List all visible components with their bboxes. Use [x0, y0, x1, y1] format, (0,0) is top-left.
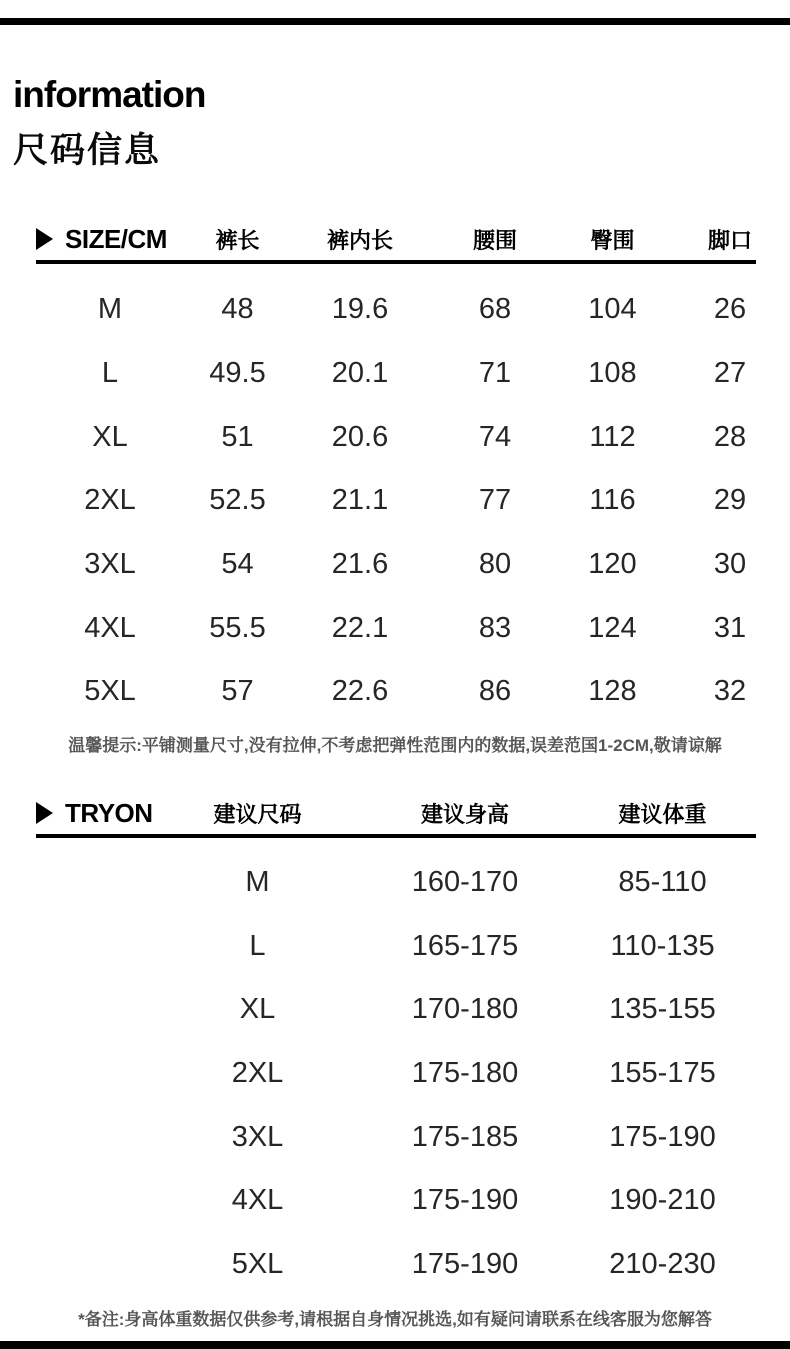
inseam-length-value: 20.6 — [331, 420, 389, 453]
tryon-table-header-rule — [36, 834, 756, 838]
table-row — [0, 342, 790, 406]
tryon-table-header-row — [0, 793, 790, 833]
suggested-weight-value: 85-110 — [618, 866, 707, 899]
size-table-body — [0, 278, 790, 724]
suggested-height-value: 175-190 — [411, 1247, 519, 1280]
suggested-weight-value: 155-175 — [609, 1057, 716, 1090]
size-table-header-rule — [36, 260, 756, 264]
pants-length-value: 57 — [221, 675, 254, 708]
tryon-table-body — [0, 851, 740, 1296]
column-header-pants-length: 裤长 — [215, 227, 260, 253]
size-label: 2XL — [84, 484, 136, 517]
height-weight-disclaimer-note: *备注:身高体重数据仅供参考,请根据自身情况挑选,如有疑问请联系在线客服为您解答 — [78, 1310, 712, 1329]
table-row — [0, 1169, 740, 1233]
hip-value: 112 — [589, 420, 636, 453]
pants-length-value: 52.5 — [209, 484, 266, 517]
pants-length-value: 54 — [221, 548, 254, 581]
column-header-suggested-size: 建议尺码 — [213, 801, 302, 827]
hip-value: 104 — [588, 293, 637, 326]
size-table-title-cell — [0, 224, 190, 255]
table-row — [0, 278, 790, 342]
column-header-inseam-length: 裤内长 — [326, 227, 393, 253]
inseam-length-value: 22.1 — [331, 611, 389, 644]
suggested-height-value: 170-180 — [411, 993, 519, 1026]
top-divider-bar — [0, 18, 790, 25]
bottom-divider-bar — [0, 1341, 790, 1349]
table-row — [0, 851, 740, 915]
column-header-hip: 臀围 — [590, 227, 635, 253]
size-label: 5XL — [84, 675, 136, 708]
size-label: L — [101, 357, 119, 390]
suggested-weight-value: 135-155 — [609, 993, 716, 1026]
inseam-length-value: 20.1 — [331, 357, 389, 390]
hip-value: 128 — [588, 675, 637, 708]
page-title-chinese: 尺码信息 — [13, 131, 162, 170]
leg-opening-value: 31 — [713, 611, 747, 644]
inseam-length-value: 21.6 — [331, 548, 389, 581]
inseam-length-value: 22.6 — [331, 675, 389, 708]
size-table-header-row — [0, 218, 790, 260]
hip-value: 108 — [588, 357, 637, 390]
waist-value: 71 — [478, 357, 512, 390]
tryon-table-title-cell — [0, 798, 170, 829]
size-table-title: SIZE/CM — [65, 223, 167, 254]
waist-value: 74 — [478, 420, 512, 453]
suggested-weight-value: 175-190 — [609, 1120, 716, 1153]
size-label: XL — [92, 420, 128, 453]
size-label: 4XL — [84, 611, 136, 644]
column-header-suggested-weight: 建议体重 — [618, 801, 707, 827]
table-row — [0, 405, 790, 469]
size-label: M — [245, 866, 270, 899]
size-label: 3XL — [231, 1120, 284, 1153]
inseam-length-value: 19.6 — [331, 293, 389, 326]
size-label: M — [97, 293, 123, 326]
table-row — [0, 1233, 740, 1297]
measurement-disclaimer-note: 温馨提示:平铺测量尺寸,没有拉伸,不考虑把弹性范围内的数据,误差范国1-2CM,敬请谅解 — [68, 736, 722, 755]
page-title-english: information — [13, 74, 206, 115]
column-header-suggested-height: 建议身高 — [420, 801, 509, 827]
table-row — [0, 469, 790, 533]
triangle-right-icon — [36, 228, 53, 250]
column-header-waist: 腰围 — [472, 227, 517, 253]
waist-value: 83 — [478, 611, 512, 644]
size-label: 3XL — [84, 548, 136, 581]
table-row — [0, 533, 790, 597]
hip-value: 116 — [589, 484, 636, 517]
suggested-height-value: 175-190 — [411, 1184, 519, 1217]
table-row — [0, 596, 790, 660]
hip-value: 120 — [588, 548, 637, 581]
table-row — [0, 660, 790, 724]
waist-value: 77 — [478, 484, 512, 517]
size-label: L — [249, 929, 266, 962]
waist-value: 80 — [478, 548, 512, 581]
table-row — [0, 1105, 740, 1169]
leg-opening-value: 28 — [713, 420, 747, 453]
table-row — [0, 1042, 740, 1106]
suggested-height-value: 165-175 — [411, 929, 519, 962]
leg-opening-value: 27 — [713, 357, 747, 390]
suggested-height-value: 175-185 — [411, 1120, 519, 1153]
waist-value: 68 — [478, 293, 512, 326]
leg-opening-value: 26 — [713, 293, 747, 326]
size-label: 2XL — [231, 1057, 284, 1090]
pants-length-value: 48 — [221, 293, 254, 326]
table-row — [0, 978, 740, 1042]
column-header-leg-opening: 脚口 — [707, 227, 752, 253]
waist-value: 86 — [478, 675, 512, 708]
size-label: 4XL — [231, 1184, 284, 1217]
suggested-weight-value: 210-230 — [609, 1247, 716, 1280]
tryon-table-title: TRYON — [65, 797, 153, 828]
suggested-weight-value: 110-135 — [610, 929, 715, 962]
suggested-height-value: 175-180 — [411, 1057, 519, 1090]
pants-length-value: 51 — [221, 420, 254, 453]
pants-length-value: 49.5 — [209, 357, 266, 390]
hip-value: 124 — [588, 611, 637, 644]
size-label: 5XL — [231, 1247, 284, 1280]
pants-length-value: 55.5 — [209, 611, 266, 644]
triangle-right-icon — [36, 802, 53, 824]
suggested-weight-value: 190-210 — [609, 1184, 716, 1217]
leg-opening-value: 32 — [713, 675, 747, 708]
size-label: XL — [239, 993, 276, 1026]
leg-opening-value: 30 — [713, 548, 747, 581]
inseam-length-value: 21.1 — [331, 484, 389, 517]
suggested-height-value: 160-170 — [411, 866, 519, 899]
table-row — [0, 915, 740, 979]
leg-opening-value: 29 — [713, 484, 747, 517]
